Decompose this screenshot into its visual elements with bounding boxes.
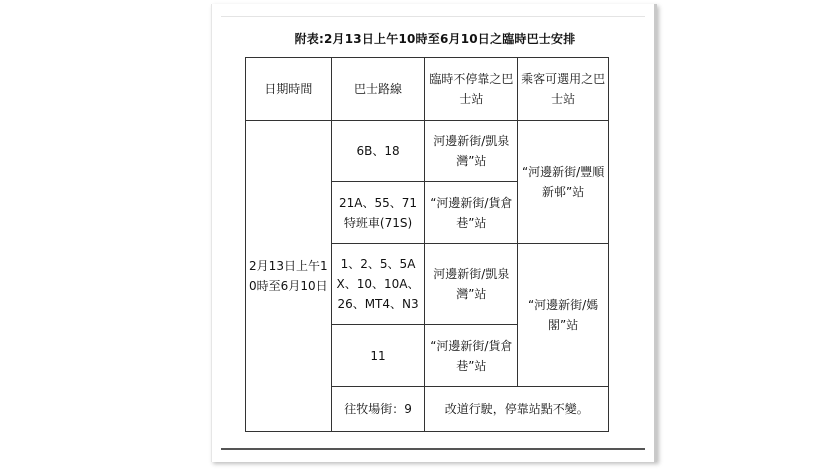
route-cell: 11 [331,325,425,387]
table-header-row [246,58,609,121]
bottom-divider [221,448,645,450]
header-stop-not-used: 臨時不停靠之巴士站 [425,58,518,121]
header-stop-available: 乘客可選用之巴士站 [518,58,609,121]
header-datetime: 日期時間 [246,58,332,121]
top-divider [221,16,645,17]
stop-not-used-cell: “河邊新街/貨倉巷”站 [425,325,518,387]
alt-stop-cell: “河邊新街/媽閣”站 [518,244,609,387]
header-route: 巴士路線 [331,58,425,121]
period-cell: 2月13日上午10時至6月10日 [246,121,332,432]
alt-stop-cell: “河邊新街/豐順新邨”站 [518,121,609,244]
note-cell: 改道行駛，停靠站點不變。 [425,387,609,432]
stop-not-used-cell: “河邊新街/貨倉巷”站 [425,182,518,244]
stop-not-used-cell: 河邊新街/凱泉灣”站 [425,121,518,182]
route-cell: 往牧場街：9 [331,387,425,432]
route-cell: 1、2、5、5AX、10、10A、26、MT4、N3 [331,244,425,325]
document-title: 附表:2月13日上午10時至6月10日之臨時巴士安排 [294,32,576,46]
route-cell: 21A、55、71 特班車(71S) [331,182,425,244]
bus-arrangement-table [245,57,609,432]
route-cell: 6B、18 [331,121,425,182]
stop-not-used-cell: 河邊新街/凱泉灣”站 [425,244,518,325]
table-row [246,121,609,182]
